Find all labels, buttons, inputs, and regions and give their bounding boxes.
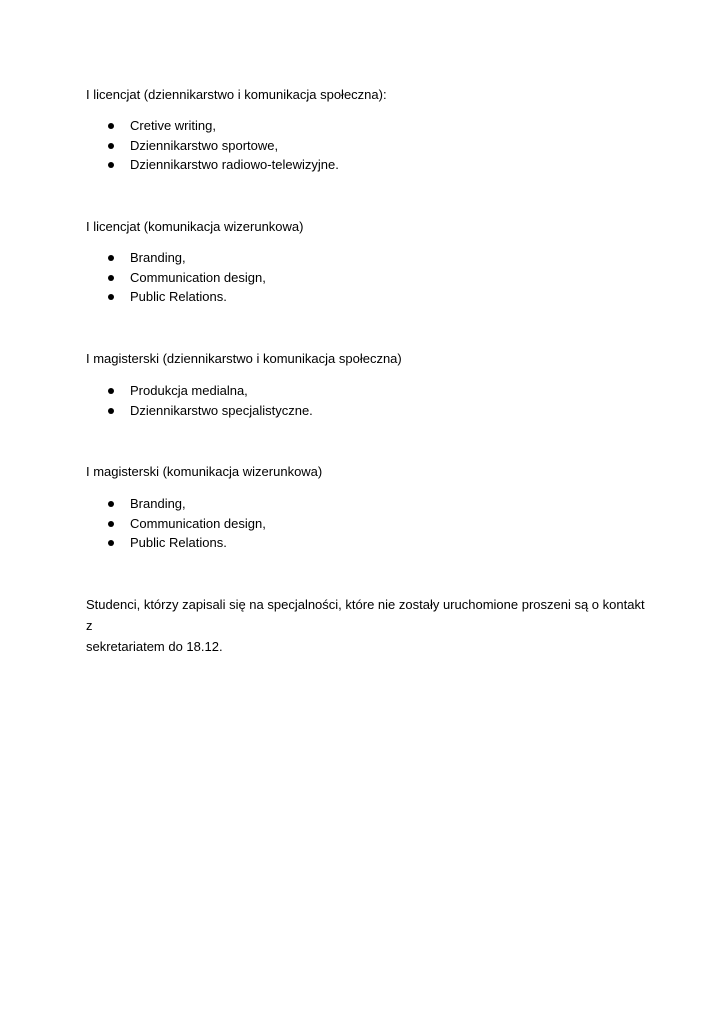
- bullet-icon: [108, 275, 114, 281]
- bullet-icon: [108, 143, 114, 149]
- bullet-icon: [108, 123, 114, 129]
- list-item-text: Produkcja medialna,: [130, 383, 248, 398]
- list-item-text: Branding,: [130, 496, 186, 511]
- list-item-text: Public Relations.: [130, 289, 227, 304]
- notice-line-1: Studenci, którzy zapisali się na specjalności, które nie zostały uruchomione proszeni są o kontakt z: [86, 597, 645, 633]
- bullet-icon: [108, 408, 114, 414]
- notice-paragraph: [86, 594, 646, 657]
- list-item-text: Dziennikarstwo sportowe,: [130, 137, 279, 153]
- section-heading-magisterski-dziennikarstwo: I magisterski (dziennikarstwo i komunikacja społeczna): [86, 351, 402, 366]
- list-item-text: Dziennikarstwo specjalistyczne.: [130, 402, 313, 418]
- bullet-icon: [108, 255, 114, 261]
- list-item-text: Dziennikarstwo radiowo-telewizyjne.: [130, 157, 339, 172]
- list-item-text: Branding,: [130, 250, 186, 265]
- bullet-icon: [108, 388, 114, 394]
- section-heading-magisterski-wizerunkowa: I magisterski (komunikacja wizerunkowa): [86, 464, 323, 479]
- bullet-icon: [108, 501, 114, 507]
- list-item-text: Cretive writing,: [130, 118, 216, 133]
- list-item-text: Communication design,: [130, 515, 266, 531]
- section-heading-licencjat-dziennikarstwo: I licencjat (dziennikarstwo i komunikacja społeczna):: [86, 87, 387, 102]
- list-item-text: Public Relations.: [130, 535, 227, 550]
- bullet-icon: [108, 521, 114, 527]
- list-item-text: Communication design,: [130, 269, 266, 285]
- notice-line-2: sekretariatem do 18.12.: [86, 639, 223, 654]
- bullet-icon: [108, 540, 114, 546]
- section-heading-licencjat-wizerunkowa: I licencjat (komunikacja wizerunkowa): [86, 219, 304, 234]
- bullet-icon: [108, 162, 114, 168]
- bullet-icon: [108, 294, 114, 300]
